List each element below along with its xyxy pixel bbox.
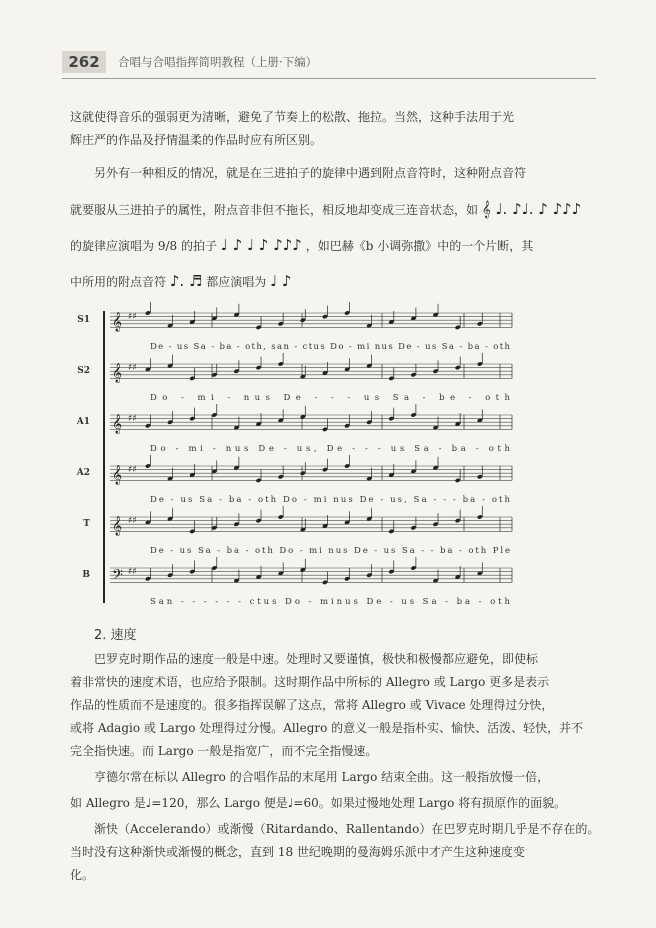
key-signature-icon: ♯♯ — [128, 312, 137, 322]
music-example-icon: ♩ ♪ ♩ ♪ ♪♪♪ — [220, 236, 302, 254]
book-title: 合唱与合唱指挥简明教程（上册·下编） — [118, 55, 318, 69]
text-span: 都应演唱为 — [206, 275, 267, 289]
paragraph-line — [70, 272, 292, 290]
dotted-note-icon: ♪. ♬ — [169, 272, 203, 290]
lyrics: De - us Sa - ba - oth Do - mi nus De - us, Sa - - - ba - oth — [150, 495, 511, 505]
text-span: 中所用的附点音符 — [70, 275, 167, 289]
music-example-icon: 𝄞 ♩. ♪♩. ♪ ♪♪♪ — [481, 200, 582, 218]
paragraph-line: 当时没有这种渐快或渐慢的概念，直到 18 世纪晚期的曼海姆乐派中才产生这种速度变 — [70, 845, 525, 859]
staff-label: S1 — [77, 315, 90, 325]
text-span: ，如巴赫《b 小调弥撒》中的一个片断，其 — [305, 239, 534, 253]
page-header — [62, 48, 596, 79]
bass-clef-icon: 𝄢 — [112, 567, 123, 587]
paragraph-line: 另外有一种相反的情况，就是在三进拍子的旋律中遇到附点音符时，这种附点音符 — [94, 166, 527, 180]
paragraph-line: 完全指快速。而 Largo 一般是指宽广，而不完全指慢速。 — [70, 744, 378, 758]
staff-s1 — [77, 302, 512, 352]
music-score — [76, 305, 562, 617]
triplet-note-icon: ♩ ♪ — [270, 272, 292, 290]
paragraph-line: 辉庄严的作品及抒情温柔的作品时应有所区别。 — [70, 133, 323, 147]
staff-a1 — [76, 404, 512, 454]
paragraph-line: 如 Allegro 是♩=120，那么 Largo 便是♩=60。如果过慢地处理 Largo 将有损原作的面貌。 — [70, 796, 567, 810]
paragraph-line: 巴罗克时期作品的速度一般是中速。处理时又要谨慎，极快和极慢都应避免，即使标 — [94, 652, 539, 666]
staff-a2 — [76, 455, 512, 505]
paragraph-line — [70, 200, 581, 218]
paragraph-line: 亨德尔常在标以 Allegro 的合唱作品的末尾用 Largo 结束全曲。这一般指放慢一倍， — [94, 770, 550, 784]
staff-s2 — [77, 353, 512, 403]
staff-t — [83, 506, 512, 556]
text-span: 就要服从三进拍子的属性，附点音非但不拖长，相反地却变成三连音状态，如 — [70, 203, 479, 217]
key-signature-icon: ♯♯ — [128, 516, 137, 526]
lyrics: Do - mi - nus De - - - us Sa - be - oth — [150, 393, 510, 403]
staff-label: A1 — [76, 417, 90, 427]
staff-b — [82, 557, 512, 607]
treble-clef-icon: 𝄞 — [112, 414, 123, 434]
staff-label: S2 — [77, 366, 90, 376]
paragraph-line: 着非常快的速度术语，也应给予限制。这时期作品中所标的 Allegro 或 Largo 更多是表示 — [70, 675, 550, 689]
paragraph-line — [70, 236, 533, 254]
lyrics: De - us Sa - ba - oth, san - ctus Do - mi nus De - us Sa - ba - oth — [150, 342, 510, 352]
page-number: 262 — [62, 51, 106, 73]
paragraph-line: 这就使得音乐的强弱更为清晰，避免了节奏上的松散、拖拉。当然，这种手法用于光 — [70, 110, 515, 124]
text-span: 的旋律应演唱为 9/8 的拍子 — [70, 239, 217, 253]
key-signature-icon: ♯♯ — [128, 465, 137, 475]
staff-label: T — [83, 519, 90, 529]
key-signature-icon: ♯♯ — [128, 567, 137, 577]
paragraph-line: 渐快（Accelerando）或渐慢（Ritardando、Rallentando）在巴罗克时期几乎是不存在的。 — [94, 822, 600, 836]
treble-clef-icon: 𝄞 — [112, 465, 123, 485]
lyrics: Do - mi - nus De - us, De - - - us Sa - ba - oth — [150, 444, 511, 454]
paragraph-line: 化。 — [70, 868, 95, 882]
treble-clef-icon: 𝄞 — [112, 516, 123, 536]
lyrics: San - - - - - - ctus Do - minus De - us Sa - ba - oth — [150, 597, 510, 607]
key-signature-icon: ♯♯ — [128, 363, 137, 373]
staff-label: B — [82, 570, 90, 580]
paragraph-line: 作品的性质而不是速度的。很多指挥误解了这点，常将 Allegro 或 Vivace 处理得过分快， — [70, 698, 554, 712]
staff-label: A2 — [76, 468, 90, 478]
paragraph-line: 或将 Adagio 或 Largo 处理得过分慢。Allegro 的意义一般是指朴实、愉快、活泼、轻快，并不 — [70, 721, 584, 735]
treble-clef-icon: 𝄞 — [112, 312, 123, 332]
lyrics: De - us Sa - ba - oth Do - mi nus De - us Sa - - ba - oth Ple — [150, 546, 510, 556]
key-signature-icon: ♯♯ — [128, 414, 137, 424]
section-title: 2. 速度 — [94, 628, 137, 643]
treble-clef-icon: 𝄞 — [112, 363, 123, 383]
